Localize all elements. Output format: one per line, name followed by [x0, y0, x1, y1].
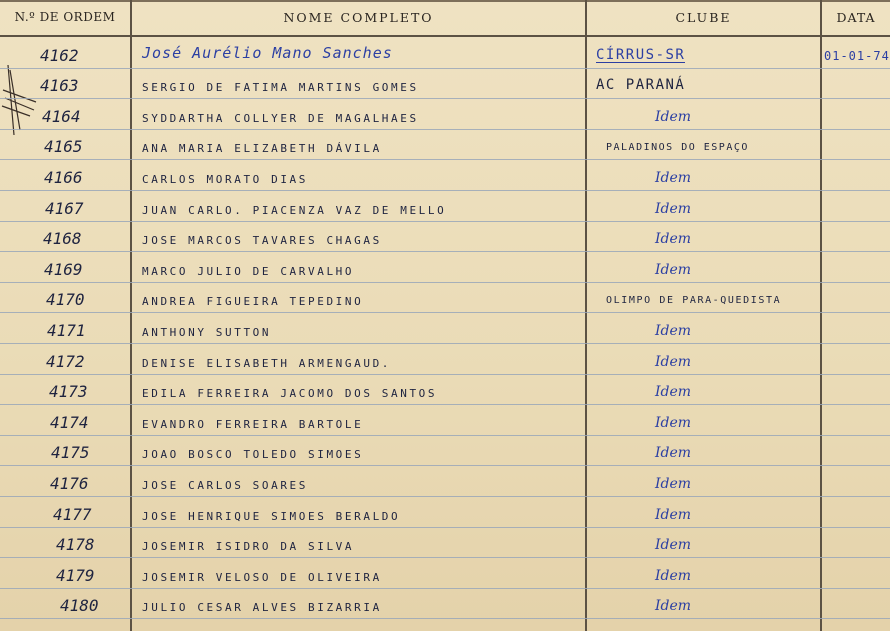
ruled-line: [0, 618, 890, 619]
entry-number: 4167: [45, 199, 84, 218]
entry-name: JOAO BOSCO TOLEDO SIMOES: [142, 448, 364, 461]
entry-number: 4169: [44, 260, 83, 279]
entry-number: 4174: [50, 413, 89, 432]
ruled-line: [0, 129, 890, 130]
entry-number: 4165: [44, 137, 83, 156]
ruled-line: [0, 588, 890, 589]
entry-name: JOSE HENRIQUE SIMOES BERALDO: [142, 510, 401, 523]
ruled-line: [0, 190, 890, 191]
ruled-line: [0, 312, 890, 313]
entry-name: SERGIO DE FATIMA MARTINS GOMES: [142, 81, 419, 94]
entry-name: JOSEMIR ISIDRO DA SILVA: [142, 540, 355, 553]
ruled-line: [0, 496, 890, 497]
entry-name: DENISE ELISABETH ARMENGAUD.: [142, 357, 392, 370]
ruled-line: [0, 282, 890, 283]
header-clube: CLUBE: [675, 10, 732, 25]
header-data: DATA: [836, 10, 876, 25]
entry-name: José Aurélio Mano Sanches: [142, 44, 393, 62]
entry-number: 4178: [56, 535, 95, 554]
ruled-line: [0, 435, 890, 436]
entry-club: OLIMPO DE PARA-QUEDISTA: [606, 295, 782, 306]
ruled-line: [0, 374, 890, 375]
ruled-line: [0, 68, 890, 69]
entry-name: JOSEMIR VELOSO DE OLIVEIRA: [142, 571, 382, 584]
entry-number: 4177: [53, 505, 92, 524]
entry-date: 01-01-74: [824, 49, 890, 63]
entry-club: Idem: [655, 262, 692, 278]
entry-club: Idem: [655, 568, 692, 584]
ruled-line: [0, 251, 890, 252]
entry-club: CÍRRUS-SR: [596, 47, 686, 63]
entry-name: EVANDRO FERREIRA BARTOLE: [142, 418, 364, 431]
entry-name: ANDREA FIGUEIRA TEPEDINO: [142, 295, 364, 308]
entry-club: Idem: [655, 201, 692, 217]
entry-club: Idem: [655, 323, 692, 339]
entry-number: 4163: [40, 76, 79, 95]
entry-name: SYDDARTHA COLLYER DE MAGALHAES: [142, 112, 419, 125]
header-ordem: N.º DE ORDEM: [14, 10, 116, 24]
entry-name: EDILA FERREIRA JACOMO DOS SANTOS: [142, 387, 438, 400]
entry-name: MARCO JULIO DE CARVALHO: [142, 265, 355, 278]
entry-number: 4172: [46, 352, 85, 371]
pencil-scribble-mark: [0, 60, 40, 140]
entry-club: Idem: [655, 537, 692, 553]
entry-club: PALADINOS DO ESPAÇO: [606, 142, 749, 153]
ruled-line: [0, 557, 890, 558]
entry-name: JOSE MARCOS TAVARES CHAGAS: [142, 234, 382, 247]
entry-club: Idem: [655, 109, 692, 125]
entry-name: JUAN CARLO. PIACENZA VAZ DE MELLO: [142, 204, 447, 217]
ruled-line: [0, 221, 890, 222]
top-border: [0, 0, 890, 2]
entry-number: 4175: [51, 443, 90, 462]
ruled-line: [0, 98, 890, 99]
entry-club: AC PARANÁ: [596, 77, 686, 93]
entry-name: ANTHONY SUTTON: [142, 326, 272, 339]
entry-name: CARLOS MORATO DIAS: [142, 173, 309, 186]
entry-number: 4162: [40, 46, 79, 65]
entry-number: 4173: [49, 382, 88, 401]
entry-club: Idem: [655, 476, 692, 492]
ruled-line: [0, 343, 890, 344]
entry-club: Idem: [655, 384, 692, 400]
entry-club: Idem: [655, 231, 692, 247]
column-divider-ordem: [130, 0, 132, 631]
entry-number: 4164: [42, 107, 81, 126]
entry-club: Idem: [655, 507, 692, 523]
entry-club: Idem: [655, 415, 692, 431]
entry-number: 4176: [50, 474, 89, 493]
entry-number: 4166: [44, 168, 83, 187]
entry-club: Idem: [655, 354, 692, 370]
column-divider-nome: [585, 0, 587, 631]
entry-number: 4171: [47, 321, 86, 340]
entry-club: Idem: [655, 598, 692, 614]
entry-number: 4179: [56, 566, 95, 585]
header-nome: NOME COMPLETO: [283, 10, 434, 25]
entry-name: JOSE CARLOS SOARES: [142, 479, 309, 492]
ruled-line: [0, 404, 890, 405]
header-divider: [0, 35, 890, 37]
entry-number: 4168: [43, 229, 82, 248]
entry-number: 4170: [46, 290, 85, 309]
entry-club: Idem: [655, 170, 692, 186]
entry-name: JULIO CESAR ALVES BIZARRIA: [142, 601, 382, 614]
entry-club: Idem: [655, 445, 692, 461]
entry-number: 4180: [60, 596, 99, 615]
ruled-line: [0, 527, 890, 528]
ruled-line: [0, 465, 890, 466]
entry-name: ANA MARIA ELIZABETH DÁVILA: [142, 142, 382, 155]
column-divider-clube: [820, 0, 822, 631]
ruled-line: [0, 159, 890, 160]
